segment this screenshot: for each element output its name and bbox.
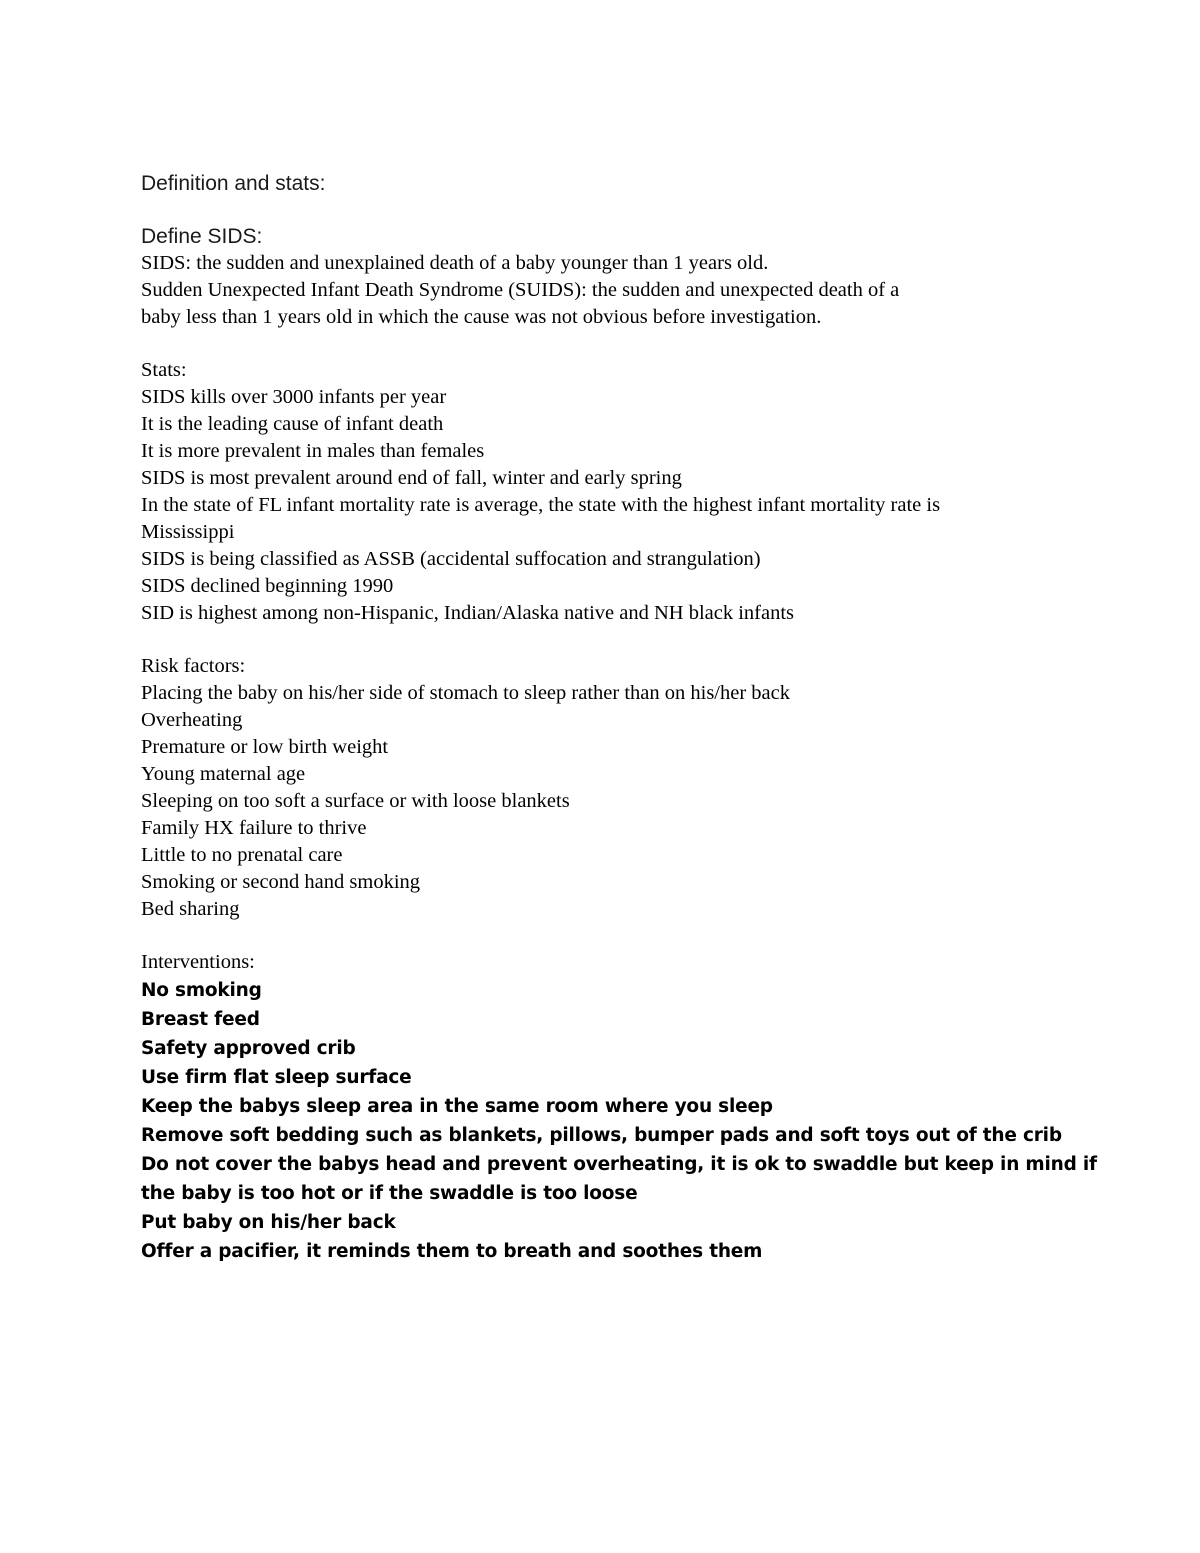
stats-section [141, 357, 1141, 627]
risk-factors-section [141, 653, 1141, 923]
intervention-item: Remove soft bedding such as blankets, pillows, bumper pads and soft toys out of the crib [141, 1125, 1062, 1146]
intervention-item: Breast feed [141, 1009, 260, 1030]
document-page [141, 170, 1141, 1266]
define-title: Define SIDS: [141, 225, 263, 248]
intervention-item: No smoking [141, 980, 262, 1001]
stats-item: SIDS is most prevalent around end of fall, winter and early spring [141, 467, 682, 489]
risk-factor-item: Family HX failure to thrive [141, 817, 367, 839]
risk-factor-item: Smoking or second hand smoking [141, 871, 421, 893]
risk-factor-item: Overheating [141, 709, 243, 731]
intervention-item: Do not cover the babys head and prevent overheating, it is ok to swaddle but keep in mind if [141, 1154, 1097, 1175]
document-heading: Definition and stats: [141, 172, 326, 195]
risk-factor-item: Bed sharing [141, 898, 240, 920]
stats-item: SIDS declined beginning 1990 [141, 575, 394, 597]
stats-item: In the state of FL infant mortality rate is average, the state with the highest infant mortality rate is [141, 494, 941, 516]
define-section [141, 223, 1141, 331]
risk-factor-item: Little to no prenatal care [141, 844, 343, 866]
stats-list [141, 384, 1141, 627]
interventions-section [141, 949, 1141, 1266]
stats-item: It is the leading cause of infant death [141, 413, 444, 435]
suids-definition-line-1: Sudden Unexpected Infant Death Syndrome (SUIDS): the sudden and unexpected death of a [141, 279, 900, 301]
risk-factor-item: Placing the baby on his/her side of stomach to sleep rather than on his/her back [141, 682, 790, 704]
intervention-item: Use firm flat sleep surface [141, 1067, 412, 1088]
stats-item: SIDS kills over 3000 infants per year [141, 386, 447, 408]
interventions-list [141, 976, 1141, 1266]
stats-item: SID is highest among non-Hispanic, Indian/Alaska native and NH black infants [141, 602, 795, 624]
risk-factor-item: Premature or low birth weight [141, 736, 389, 758]
interventions-title: Interventions: [141, 951, 255, 973]
risk-factor-item: Young maternal age [141, 763, 306, 785]
intervention-item: Safety approved crib [141, 1038, 356, 1059]
intervention-item: the baby is too hot or if the swaddle is too loose [141, 1183, 638, 1204]
stats-item: Mississippi [141, 521, 235, 543]
stats-item: SIDS is being classified as ASSB (accidental suffocation and strangulation) [141, 548, 761, 570]
suids-definition-line-2: baby less than 1 years old in which the cause was not obvious before investigation. [141, 306, 822, 328]
intervention-item: Put baby on his/her back [141, 1212, 396, 1233]
risk-factor-item: Sleeping on too soft a surface or with loose blankets [141, 790, 570, 812]
intervention-item: Keep the babys sleep area in the same room where you sleep [141, 1096, 773, 1117]
intervention-item: Offer a pacifier, it reminds them to breath and soothes them [141, 1241, 763, 1262]
sids-definition: SIDS: the sudden and unexplained death of a baby younger than 1 years old. [141, 252, 769, 274]
stats-title: Stats: [141, 359, 187, 381]
stats-item: It is more prevalent in males than females [141, 440, 485, 462]
risk-factors-list [141, 680, 1141, 923]
risk-factors-title: Risk factors: [141, 655, 246, 677]
